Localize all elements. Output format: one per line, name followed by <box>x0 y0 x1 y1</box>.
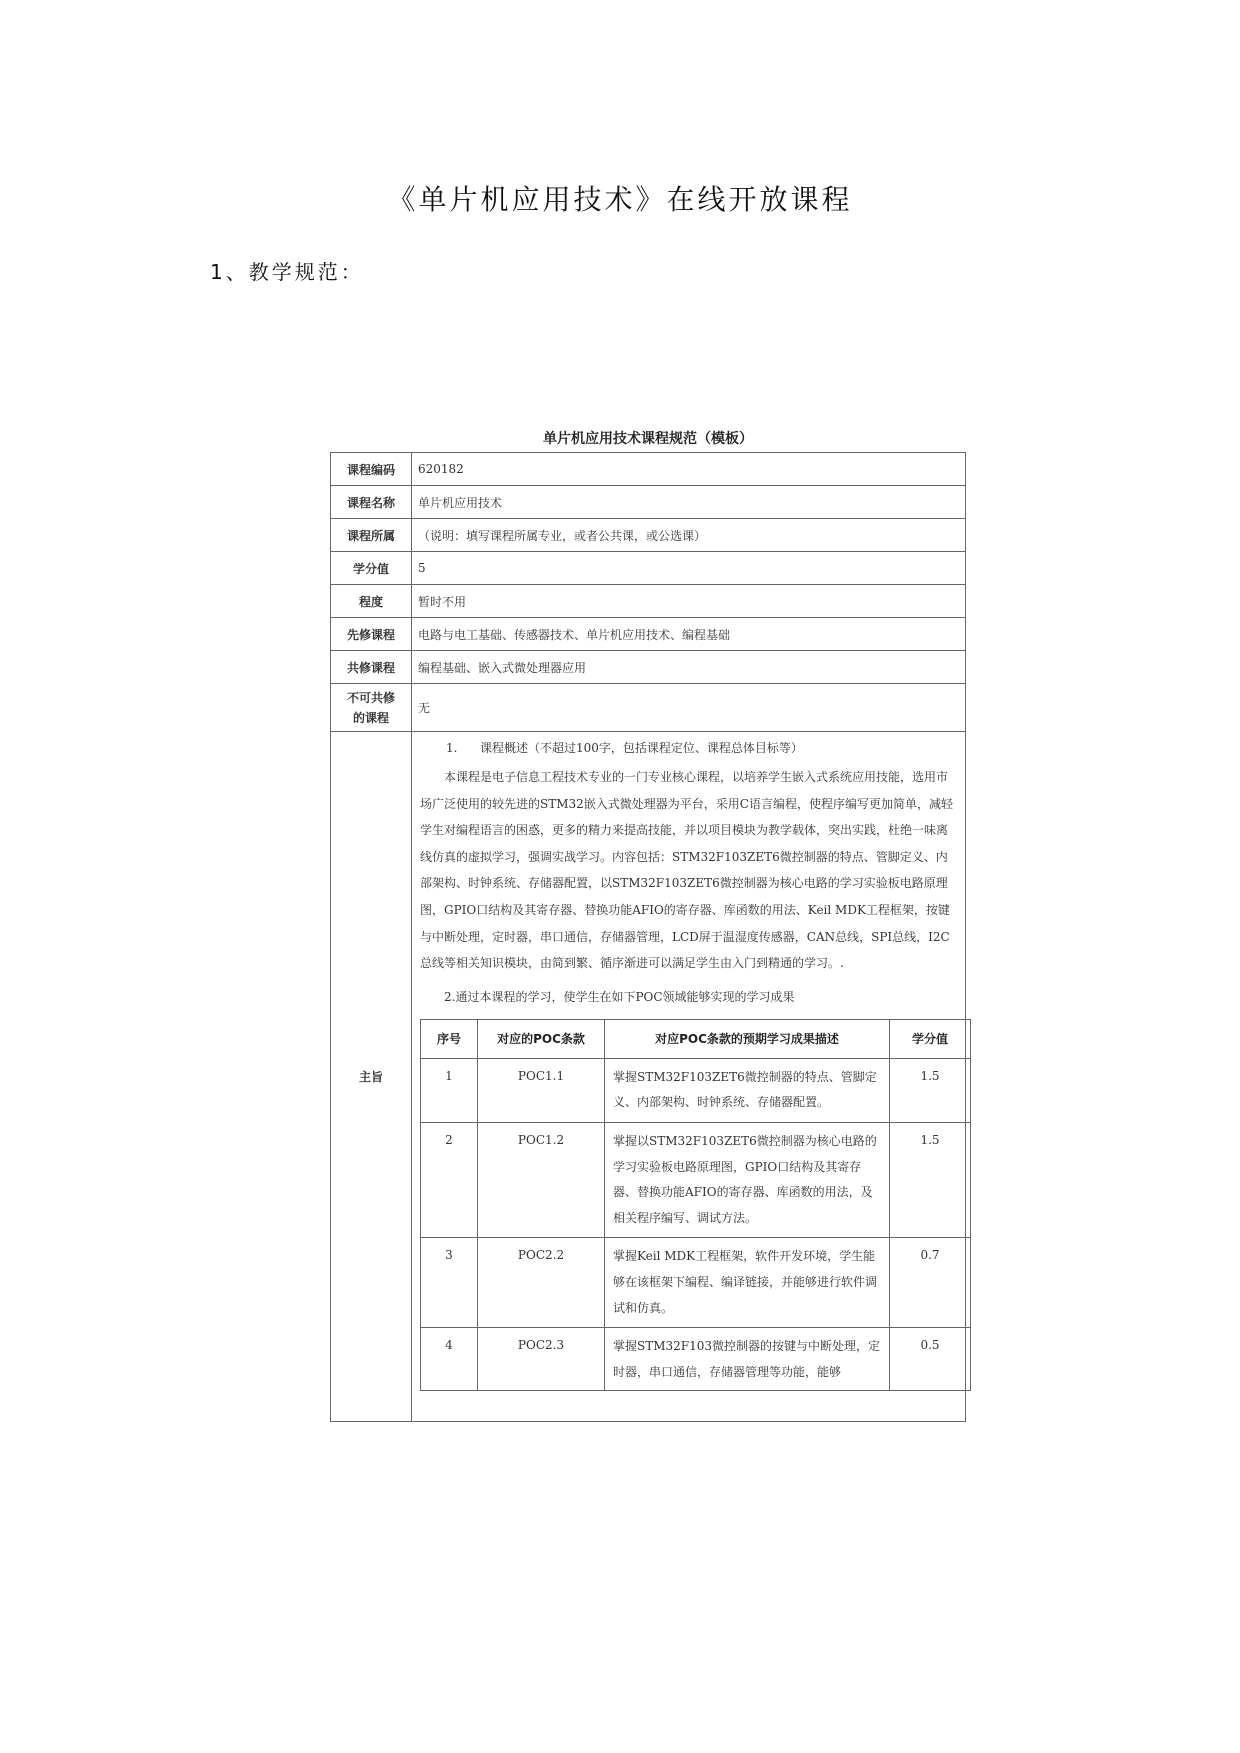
spec-label: 先修课程 <box>331 618 412 651</box>
overview-number: 1. <box>446 741 458 755</box>
outcome-credit: 0.7 <box>890 1238 971 1328</box>
overview-heading-text: 课程概述（不超过100字，包括课程定位、课程总体目标等） <box>480 741 803 755</box>
outcomes-table <box>420 1019 971 1391</box>
spec-value: 620182 <box>412 453 966 486</box>
outcome-poc: POC2.3 <box>478 1328 605 1391</box>
spec-row <box>331 519 966 552</box>
spec-row <box>331 453 966 486</box>
outcomes-header-row <box>421 1019 971 1058</box>
outcome-row <box>421 1058 971 1122</box>
overview-heading <box>420 738 957 758</box>
spec-value: （说明：填写课程所属专业，或者公共课，或公选课） <box>412 519 966 552</box>
spec-value: 编程基础、嵌入式微处理器应用 <box>412 651 966 684</box>
header-desc: 对应POC条款的预期学习成果描述 <box>605 1019 890 1058</box>
spec-row <box>331 585 966 618</box>
outcome-no: 3 <box>421 1238 478 1328</box>
document-title: 《单片机应用技术》在线开放课程 <box>387 183 853 216</box>
spec-table-title: 单片机应用技术课程规范（模板） <box>543 431 753 447</box>
overview-text: 本课程是电子信息工程技术专业的一门专业核心课程，以培养学生嵌入式系统应用技能，选用市场广泛使用的较先进的STM32嵌入式微处理器为平台，采用C语言编程，使程序编写更加简单，减轻学生对编程语言的困惑，更多的精力来提高技能，并以项目模块为教学载体，突出实践，杜绝一味离线仿真的虚拟学习，强调实战学习。内容包括：STM32F103ZET6微控制器的特点、管脚定义、内部架构、时钟系统、存储器配置，以STM32F103ZET6微控制器为核心电路的学习实验板电路原理图，GPIO口结构及其寄存器、替换功能AFIO的寄存器、库函数的用法、Keil MDK工程框架，按键与中断处理，定时器，串口通信，存储器管理，LCD屏于温湿度传感器，CAN总线，SPI总线，I2C总线等相关知识模块，由简到繁、循序渐进可以满足学生由入门到精通的学习。. <box>420 770 953 971</box>
spec-row <box>331 684 966 732</box>
outcome-no: 1 <box>421 1058 478 1122</box>
outcome-no: 2 <box>421 1122 478 1237</box>
outcome-desc: 掌握STM32F103ZET6微控制器的特点、管脚定义、内部架构、时钟系统、存储器配置。 <box>605 1058 890 1122</box>
spec-value: 无 <box>412 684 966 732</box>
outcome-row <box>421 1328 971 1391</box>
spec-value: 暂时不用 <box>412 585 966 618</box>
spec-value: 电路与电工基础、传感器技术、单片机应用技术、编程基础 <box>412 618 966 651</box>
section-heading: 1、教学规范： <box>210 260 364 284</box>
main-content <box>412 732 966 1422</box>
outcome-desc: 掌握Keil MDK工程框架，软件开发环境，学生能够在该框架下编程、编译链接，并能够进行软件调试和仿真。 <box>605 1238 890 1328</box>
outcome-desc: 掌握STM32F103微控制器的按键与中断处理，定时器，串口通信，存储器管理等功能，能够 <box>613 1339 881 1379</box>
spec-row <box>331 552 966 585</box>
spec-label <box>331 684 412 732</box>
outcome-poc: POC1.1 <box>478 1058 605 1122</box>
spec-label-line: 的课程 <box>352 710 389 725</box>
outcome-row <box>421 1238 971 1328</box>
spec-label: 学分值 <box>331 552 412 585</box>
spec-label: 课程名称 <box>331 486 412 519</box>
header-credit: 学分值 <box>890 1019 971 1058</box>
outcomes-intro: 2.通过本课程的学习，使学生在如下POC领域能够实现的学习成果 <box>444 989 795 1004</box>
spec-row <box>331 651 966 684</box>
outcome-no: 4 <box>421 1328 478 1391</box>
outcome-desc-cell <box>605 1328 890 1391</box>
header-no: 序号 <box>421 1019 478 1058</box>
spec-value: 单片机应用技术 <box>412 486 966 519</box>
outcome-credit: 1.5 <box>890 1058 971 1122</box>
outcome-row <box>421 1122 971 1237</box>
course-spec-scan <box>330 428 966 1422</box>
outcome-credit: 1.5 <box>890 1122 971 1237</box>
spec-value: 5 <box>412 552 966 585</box>
outcome-credit: 0.5 <box>890 1328 971 1391</box>
course-spec-table <box>330 452 966 1422</box>
outcome-poc: POC1.2 <box>478 1122 605 1237</box>
spec-label-line: 不可共修 <box>346 690 395 705</box>
spec-label: 程度 <box>331 585 412 618</box>
spec-row <box>331 618 966 651</box>
header-poc: 对应的POC条款 <box>478 1019 605 1058</box>
main-label: 主旨 <box>331 732 412 1422</box>
outcome-poc: POC2.2 <box>478 1238 605 1328</box>
spec-row <box>331 486 966 519</box>
spec-label: 课程所属 <box>331 519 412 552</box>
spec-label: 课程编码 <box>331 453 412 486</box>
spec-row-main <box>331 732 966 1422</box>
outcome-desc: 掌握以STM32F103ZET6微控制器为核心电路的学习实验板电路原理图，GPIO口结构及其寄存器、替换功能AFIO的寄存器、库函数的用法，及相关程序编写、调试方法。 <box>605 1122 890 1237</box>
spec-label: 共修课程 <box>331 651 412 684</box>
